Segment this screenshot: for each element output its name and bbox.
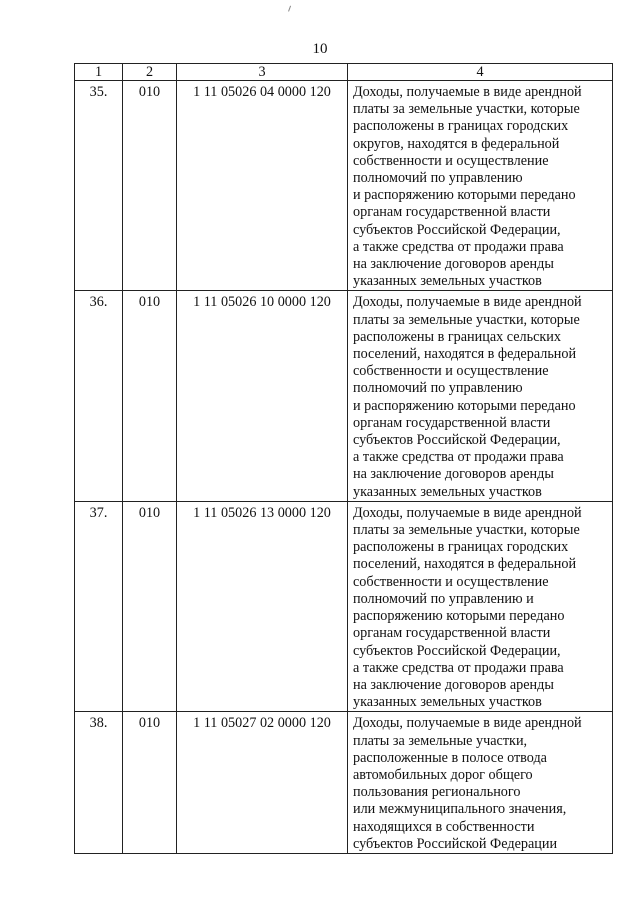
table-header-row	[75, 64, 613, 81]
description-line: на заключение договоров аренды	[353, 466, 554, 483]
administrator-code: 010	[123, 81, 177, 291]
description-line: платы за земельные участки,	[353, 732, 528, 749]
description-line: и распоряжению которыми передано	[353, 397, 576, 414]
description-line: поселений, находятся в федеральной	[353, 556, 577, 573]
description-line: органам государственной власти	[353, 204, 551, 221]
column-header-2: 2	[123, 64, 177, 81]
description-line: а также средства от продажи права	[353, 449, 564, 466]
administrator-code: 010	[123, 712, 177, 854]
description-line: округов, находятся в федеральной	[353, 135, 560, 152]
description-line: субъектов Российской Федерации	[353, 835, 558, 852]
description-line: Доходы, получаемые в виде арендной	[353, 715, 582, 732]
row-number: 37.	[75, 501, 123, 711]
column-header-1: 1	[75, 64, 123, 81]
description-line: полномочий по управлению и	[353, 590, 534, 607]
description-line: на заключение договоров аренды	[353, 256, 554, 273]
table-row	[75, 291, 613, 501]
row-number: 35.	[75, 81, 123, 291]
description-line: субъектов Российской Федерации,	[353, 642, 561, 659]
description-line: платы за земельные участки, которые	[353, 101, 580, 118]
budget-classification-code: 1 11 05026 10 0000 120	[177, 291, 348, 501]
administrator-code: 010	[123, 291, 177, 501]
description-line: а также средства от продажи права	[353, 659, 564, 676]
table-row	[75, 81, 613, 291]
description-line: платы за земельные участки, которые	[353, 522, 580, 539]
description-line: а также средства от продажи права	[353, 238, 564, 255]
description-line: собственности и осуществление	[353, 573, 549, 590]
revenue-description	[348, 291, 613, 501]
page-number: 10	[312, 41, 328, 57]
revenue-code-table	[74, 63, 613, 854]
description-line: на заключение договоров аренды	[353, 676, 554, 693]
description-line: полномочий по управлению	[353, 380, 523, 397]
description-line: или межмуниципального значения,	[353, 801, 567, 818]
description-line: находящихся в собственности	[353, 818, 535, 835]
column-header-3: 3	[177, 64, 348, 81]
description-line: поселений, находятся в федеральной	[353, 346, 577, 363]
description-line: субъектов Российской Федерации,	[353, 221, 561, 238]
revenue-description	[348, 712, 613, 854]
description-line: Доходы, получаемые в виде арендной	[353, 504, 582, 521]
revenue-description	[348, 81, 613, 291]
description-line: расположенные в полосе отвода	[353, 749, 547, 766]
description-line: указанных земельных участков	[353, 273, 542, 290]
budget-classification-code: 1 11 05026 13 0000 120	[177, 501, 348, 711]
administrator-code: 010	[123, 501, 177, 711]
table-row	[75, 501, 613, 711]
description-line: расположены в границах городских	[353, 118, 569, 135]
description-line: собственности и осуществление	[353, 152, 549, 169]
budget-classification-code: 1 11 05027 02 0000 120	[177, 712, 348, 854]
description-line: расположены в границах сельских	[353, 328, 561, 345]
row-number: 36.	[75, 291, 123, 501]
column-header-4: 4	[348, 64, 613, 81]
description-line: распоряжению которыми передано	[353, 608, 565, 625]
revenue-description	[348, 501, 613, 711]
description-line: указанных земельных участков	[353, 483, 542, 500]
description-line: Доходы, получаемые в виде арендной	[353, 84, 582, 100]
description-line: указанных земельных участков	[353, 694, 542, 711]
description-line: и распоряжению которыми передано	[353, 187, 576, 204]
row-number: 38.	[75, 712, 123, 854]
description-line: органам государственной власти	[353, 625, 551, 642]
scan-mark	[288, 6, 293, 13]
description-line: автомобильных дорог общего	[353, 766, 533, 783]
description-line: собственности и осуществление	[353, 363, 549, 380]
description-line: полномочий по управлению	[353, 170, 523, 187]
table-row	[75, 712, 613, 854]
description-line: Доходы, получаемые в виде арендной	[353, 294, 582, 311]
description-line: пользования регионального	[353, 784, 521, 801]
description-line: платы за земельные участки, которые	[353, 311, 580, 328]
description-line: расположены в границах городских	[353, 539, 569, 556]
budget-classification-code: 1 11 05026 04 0000 120	[177, 81, 348, 291]
description-line: субъектов Российской Федерации,	[353, 432, 561, 449]
description-line: органам государственной власти	[353, 414, 551, 431]
